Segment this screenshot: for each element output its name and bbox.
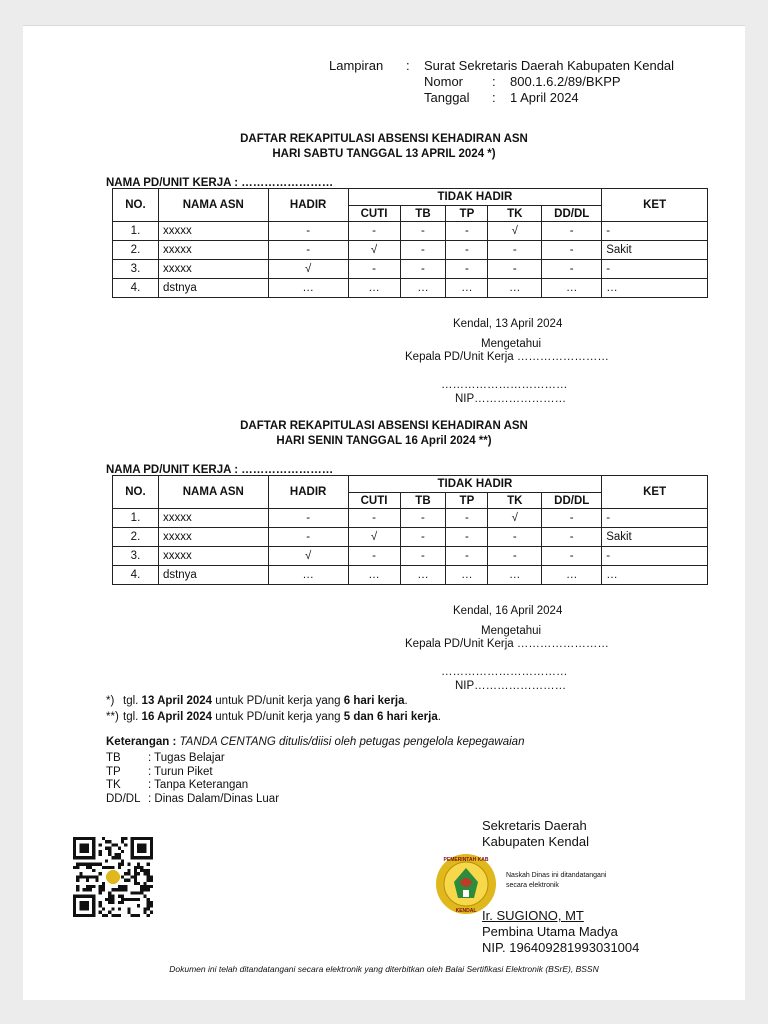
keterangan-code: TP — [106, 765, 121, 778]
section2-unit: NAMA PD/UNIT KERJA : …………………… — [106, 464, 334, 476]
cell-dddl: - — [542, 528, 602, 547]
keterangan-item-desc: : Tanpa Keterangan — [148, 779, 249, 791]
cell-cuti: √ — [348, 528, 400, 547]
table-row — [113, 241, 708, 260]
cell-ket: - — [602, 260, 708, 279]
section1-kepala: Kepala PD/Unit Kerja …………………… — [405, 351, 609, 363]
section1-unit: NAMA PD/UNIT KERJA : …………………… — [106, 177, 334, 189]
cell-tk: … — [488, 279, 542, 298]
table-row — [113, 528, 708, 547]
cell-tb: - — [400, 509, 446, 528]
header-hadir: HADIR — [268, 476, 348, 509]
cell-ket: Sakit — [602, 528, 708, 547]
cell-dddl: … — [542, 279, 602, 298]
header-tidak-hadir: TIDAK HADIR — [348, 476, 602, 493]
header-tk: TK — [488, 206, 542, 222]
cell-tp: - — [446, 547, 488, 566]
header-tb: TB — [400, 493, 446, 509]
cell-tb: - — [400, 260, 446, 279]
cell-tb: - — [400, 241, 446, 260]
section1-nip: NIP…………………… — [455, 393, 567, 405]
section2-kepala: Kepala PD/Unit Kerja …………………… — [405, 638, 609, 650]
keterangan-label: Keterangan : — [106, 736, 177, 748]
note-2-text-c: untuk PD/unit kerja yang — [212, 711, 344, 723]
section2-mengetahui: Mengetahui — [481, 625, 542, 637]
footer-note: Dokumen ini telah ditandatangani secara elektronik yang diterbitkan oleh Balai Sertifikasi Elektronik (BSrE), BSSN — [169, 964, 599, 974]
table-row — [113, 279, 708, 298]
cell-cuti: - — [348, 260, 400, 279]
cell-cuti: … — [348, 566, 400, 585]
cell-no: 3. — [113, 260, 159, 279]
cell-nama: xxxxx — [158, 509, 268, 528]
cell-tk: - — [488, 260, 542, 279]
header-nama: NAMA ASN — [158, 476, 268, 509]
cell-tk: - — [488, 528, 542, 547]
nomor-value: 800.1.6.2/89/BKPP — [510, 74, 621, 89]
section2-nip: NIP…………………… — [455, 680, 567, 692]
signer-rank: Pembina Utama Madya — [482, 924, 618, 939]
cell-dddl: - — [542, 222, 602, 241]
note-2-days: 5 dan 6 hari kerja — [343, 711, 438, 723]
header-dddl: DD/DL — [542, 206, 602, 222]
tanggal-label: Tanggal — [424, 90, 470, 105]
cell-cuti: - — [348, 222, 400, 241]
note-1-mark: *) — [106, 695, 115, 707]
cell-hadir: … — [268, 566, 348, 585]
cell-tp: - — [446, 528, 488, 547]
section1-sign-line: …………………………… — [441, 379, 568, 391]
section1-attendance-table — [112, 188, 708, 298]
cell-tp: … — [446, 566, 488, 585]
section1-title2: HARI SABTU TANGGAL 13 APRIL 2024 *) — [272, 148, 496, 160]
cell-nama: xxxxx — [158, 260, 268, 279]
cell-dddl: - — [542, 260, 602, 279]
cell-no: 2. — [113, 241, 159, 260]
cell-tk: - — [488, 547, 542, 566]
keterangan-code: TB — [106, 752, 121, 764]
seal-text-bottom: KENDAL — [455, 908, 477, 914]
lampiran-label: Lampiran — [329, 58, 384, 73]
cell-dddl: … — [542, 566, 602, 585]
table-row — [113, 260, 708, 279]
header-tidak-hadir: TIDAK HADIR — [348, 189, 602, 206]
cell-tb: - — [400, 222, 446, 241]
cell-dddl: - — [542, 547, 602, 566]
regency-seal-icon — [434, 852, 498, 916]
section2-sign-line: …………………………… — [441, 666, 568, 678]
cell-nama: dstnya — [158, 279, 268, 298]
note-2-mark: **) — [106, 711, 119, 723]
cell-no: 1. — [113, 222, 159, 241]
cell-ket: - — [602, 509, 708, 528]
cell-cuti: … — [348, 279, 400, 298]
cell-tp: … — [446, 279, 488, 298]
keterangan-heading — [106, 735, 524, 749]
section2-place-date: Kendal, 16 April 2024 — [453, 605, 563, 617]
cell-nama: xxxxx — [158, 528, 268, 547]
tanggal-colon: : — [492, 90, 496, 105]
cell-ket: … — [602, 279, 708, 298]
signature-position2: Kabupaten Kendal — [482, 834, 589, 849]
header-cuti: CUTI — [348, 206, 400, 222]
cell-tp: - — [446, 509, 488, 528]
cell-nama: xxxxx — [158, 547, 268, 566]
cell-hadir: √ — [268, 547, 348, 566]
cell-tk: … — [488, 566, 542, 585]
seal-text-top: PEMERINTAH KAB — [443, 857, 489, 863]
cell-nama: dstnya — [158, 566, 268, 585]
section2-title1: DAFTAR REKAPITULASI ABSENSI KEHADIRAN ASN — [240, 420, 528, 432]
cell-ket: - — [602, 222, 708, 241]
note-1-text-c: untuk PD/unit kerja yang — [212, 695, 344, 707]
document-page — [23, 25, 745, 1000]
header-cuti: CUTI — [348, 493, 400, 509]
header-tk: TK — [488, 493, 542, 509]
note-1 — [106, 694, 408, 708]
section1-place-date: Kendal, 13 April 2024 — [453, 318, 563, 330]
cell-nama: xxxxx — [158, 241, 268, 260]
header-tb: TB — [400, 206, 446, 222]
nomor-colon: : — [492, 74, 496, 89]
lampiran-colon: : — [406, 58, 410, 73]
keterangan-code: TK — [106, 779, 121, 791]
keterangan-item-desc: : Turun Piket — [148, 765, 213, 778]
note-2-date: 16 April 2024 — [141, 711, 213, 723]
cell-hadir: - — [268, 509, 348, 528]
header-tp: TP — [446, 206, 488, 222]
header-nama: NAMA ASN — [158, 189, 268, 222]
cell-tb: - — [400, 547, 446, 566]
cell-tk: √ — [488, 222, 542, 241]
cell-tk: - — [488, 241, 542, 260]
esign-note — [506, 871, 606, 891]
cell-hadir: - — [268, 528, 348, 547]
note-1-days: 6 hari kerja — [343, 695, 405, 707]
cell-nama: xxxxx — [158, 222, 268, 241]
keterangan-item-desc: : Dinas Dalam/Dinas Luar — [148, 792, 280, 805]
note-2-text-a: tgl. — [123, 711, 142, 723]
cell-tp: - — [446, 222, 488, 241]
cell-tb: … — [400, 279, 446, 298]
cell-hadir: √ — [268, 260, 348, 279]
table-row — [113, 222, 708, 241]
section2-attendance-table — [112, 475, 708, 585]
keterangan-code: DD/DL — [106, 792, 141, 805]
section2-title2: HARI SENIN TANGGAL 16 April 2024 **) — [276, 435, 492, 447]
cell-tp: - — [446, 241, 488, 260]
tanggal-value: 1 April 2024 — [510, 90, 579, 105]
keterangan-desc: TANDA CENTANG ditulis/diisi oleh petugas pengelola kepegawaian — [179, 736, 525, 748]
cell-ket: - — [602, 547, 708, 566]
signer-nip: NIP. 196409281993031004 — [482, 940, 640, 955]
cell-no: 4. — [113, 566, 159, 585]
header-ket: KET — [602, 476, 708, 509]
esign-note-line2: secara elektronik — [506, 882, 559, 889]
section1-mengetahui: Mengetahui — [481, 338, 542, 350]
signature-position1: Sekretaris Daerah — [482, 818, 587, 833]
note-2-text-e: . — [437, 711, 441, 723]
lampiran-surat: Surat Sekretaris Daerah Kabupaten Kendal — [424, 58, 675, 73]
esign-note-line1: Naskah Dinas ini ditandatangani — [506, 872, 607, 879]
header-ket: KET — [602, 189, 708, 222]
header-dddl: DD/DL — [542, 493, 602, 509]
cell-hadir: - — [268, 222, 348, 241]
cell-tb: - — [400, 528, 446, 547]
cell-cuti: - — [348, 547, 400, 566]
table-row — [113, 547, 708, 566]
cell-cuti: √ — [348, 241, 400, 260]
cell-cuti: - — [348, 509, 400, 528]
cell-ket: Sakit — [602, 241, 708, 260]
lampiran-block — [329, 58, 729, 106]
cell-dddl: - — [542, 241, 602, 260]
note-1-text-a: tgl. — [123, 695, 142, 707]
cell-hadir: - — [268, 241, 348, 260]
header-tp: TP — [446, 493, 488, 509]
cell-ket: … — [602, 566, 708, 585]
cell-no: 2. — [113, 528, 159, 547]
qr-code-icon — [73, 837, 153, 917]
cell-hadir: … — [268, 279, 348, 298]
note-1-text-e: . — [404, 695, 408, 707]
cell-dddl: - — [542, 509, 602, 528]
cell-tk: √ — [488, 509, 542, 528]
nomor-label: Nomor — [424, 74, 464, 89]
header-hadir: HADIR — [268, 189, 348, 222]
table-row — [113, 509, 708, 528]
section1-title1: DAFTAR REKAPITULASI ABSENSI KEHADIRAN ASN — [240, 133, 528, 145]
cell-no: 3. — [113, 547, 159, 566]
cell-tb: … — [400, 566, 446, 585]
signer-name: Ir. SUGIONO, MT — [482, 908, 584, 923]
header-no: NO. — [113, 189, 159, 222]
cell-no: 4. — [113, 279, 159, 298]
note-1-date: 13 April 2024 — [141, 695, 213, 707]
note-2 — [106, 710, 441, 724]
table-row — [113, 566, 708, 585]
keterangan-item-desc: : Tugas Belajar — [148, 752, 225, 764]
header-no: NO. — [113, 476, 159, 509]
cell-no: 1. — [113, 509, 159, 528]
keterangan-list — [106, 751, 279, 805]
cell-tp: - — [446, 260, 488, 279]
